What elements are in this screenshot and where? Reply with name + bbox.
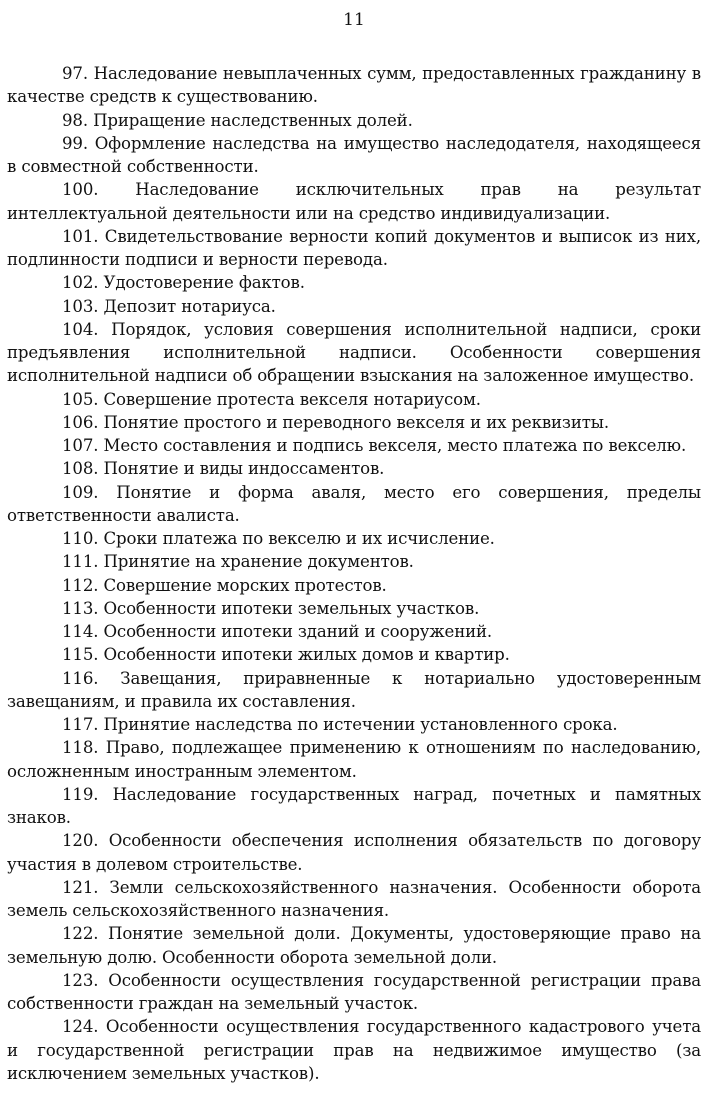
document-page xyxy=(7,0,701,1117)
list-item: 121. Земли сельскохозяйственного назначения. Особенности оборота земель сельскохозяйственного назначения. xyxy=(7,877,701,920)
list-item: 107. Место составления и подпись векселя, место платежа по векселю. xyxy=(62,436,687,455)
list-item: 123. Особенности осуществления государственной регистрации права собственности граждан на земельный участок. xyxy=(7,970,701,1013)
list-item: 117. Принятие наследства по истечении установленного срока. xyxy=(62,715,618,734)
list-item: 101. Свидетельствование верности копий документов и выписок из них, подлинности подписи и верности перевода. xyxy=(7,226,701,269)
list-item: 99. Оформление наследства на имущество наследодателя, находящееся в совместной собственности. xyxy=(7,133,701,176)
list-item: 98. Приращение наследственных долей. xyxy=(62,110,413,130)
list-item: 106. Понятие простого и переводного векселя и их реквизиты. xyxy=(62,412,609,432)
page-number: 11 xyxy=(343,10,365,30)
list-item: 111. Принятие на хранение документов. xyxy=(62,552,414,572)
question-list xyxy=(7,62,701,1085)
list-item: 118. Право, подлежащее применению к отношениям по наследованию, осложненным иностранным элементом. xyxy=(7,738,701,781)
list-item: 110. Сроки платежа по векселю и их исчисление. xyxy=(62,529,495,548)
list-item: 115. Особенности ипотеки жилых домов и квартир. xyxy=(62,645,510,665)
list-item: 103. Депозит нотариуса. xyxy=(62,296,276,316)
list-item: 119. Наследование государственных наград, почетных и памятных знаков. xyxy=(7,784,701,827)
list-item: 108. Понятие и виды индоссаментов. xyxy=(62,459,385,479)
list-item: 112. Совершение морских протестов. xyxy=(62,575,387,595)
list-item: 114. Особенности ипотеки зданий и сооружений. xyxy=(62,622,493,641)
list-item: 102. Удостоверение фактов. xyxy=(62,273,305,293)
list-item: 100. Наследование исключительных прав на результат интеллектуальной деятельности или на средство индивидуализации. xyxy=(7,180,701,223)
list-item: 116. Завещания, приравненные к нотариально удостоверенным завещаниям, и правила их составления. xyxy=(7,668,701,711)
list-item: 113. Особенности ипотеки земельных участков. xyxy=(62,598,480,618)
list-item: 105. Совершение протеста векселя нотариусом. xyxy=(62,389,481,409)
list-item: 109. Понятие и форма аваля, место его совершения, пределы ответственности авалиста. xyxy=(7,482,701,525)
list-item: 124. Особенности осуществления государственного кадастрового учета и государственной регистрации прав на недвижимое имущество (за исключением земельных участков). xyxy=(7,1017,701,1083)
list-item: 104. Порядок, условия совершения исполнительной надписи, сроки предъявления исполнительной надписи. Особенности совершения исполнительной надписи об обращении взыскания на заложенное имущество. xyxy=(7,319,701,386)
list-item: 97. Наследование невыплаченных сумм, предоставленных гражданину в качестве средств к существованию. xyxy=(7,64,701,107)
list-item: 120. Особенности обеспечения исполнения обязательств по договору участия в долевом строительстве. xyxy=(7,831,701,874)
list-item: 122. Понятие земельной доли. Документы, удостоверяющие право на земельную долю. Особенности оборота земельной доли. xyxy=(7,924,701,967)
